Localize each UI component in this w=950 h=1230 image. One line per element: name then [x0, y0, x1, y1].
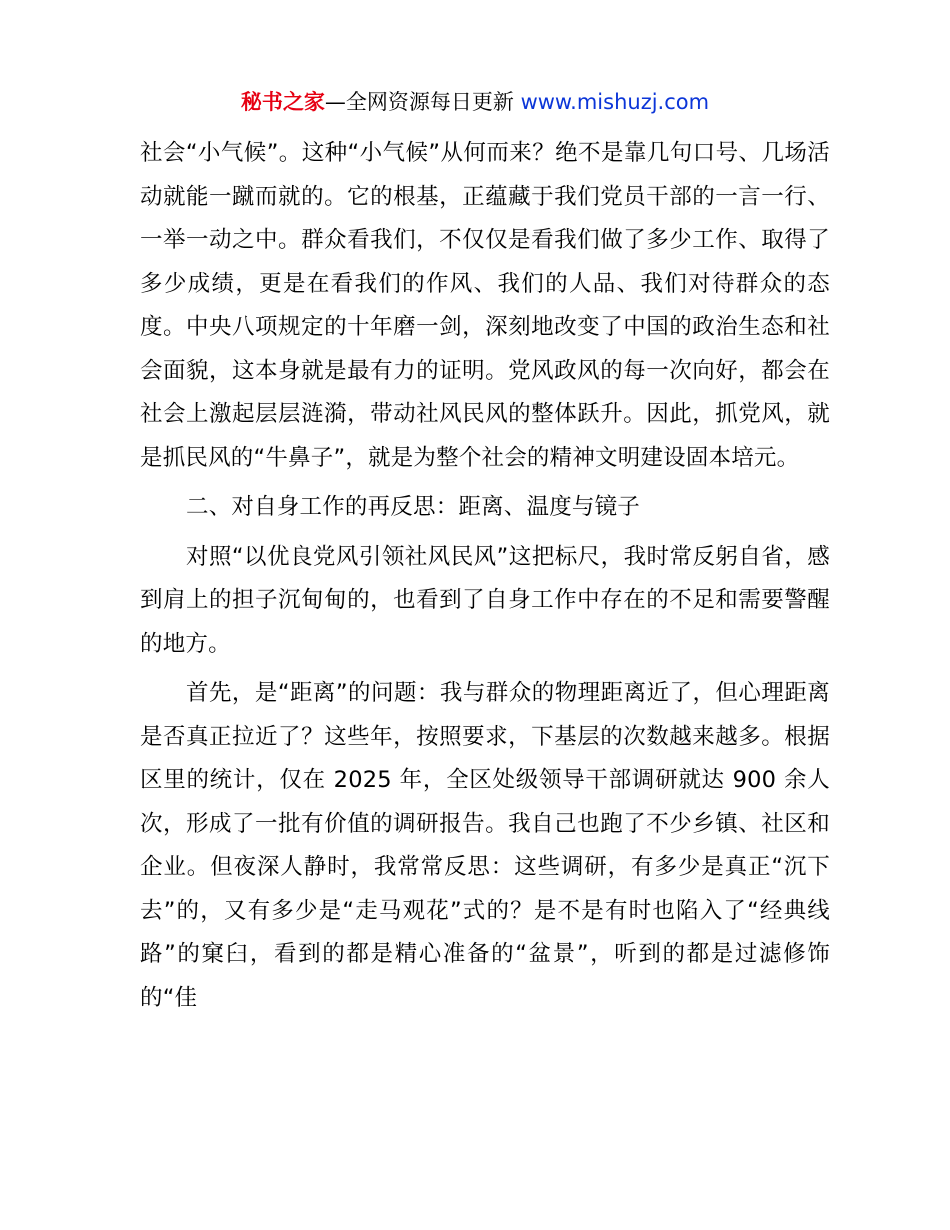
paragraph: 对照“以优良党风引领社风民风”这把标尺，我时常反躬自省，感到肩上的担子沉甸甸的，也看到了自身工作中存在的不足和需要警醒的地方。	[140, 543, 830, 657]
section-heading: 二、对自身工作的再反思：距离、温度与镜子	[186, 494, 641, 520]
document-body	[140, 132, 830, 1020]
page-header	[0, 88, 950, 116]
paragraph: 首先，是“距离”的问题：我与群众的物理距离近了，但心理距离是否真正拉近了？这些年，按照要求，下基层的次数越来越多。根据区里的统计，仅在 2025 年，全区处级领导干部调研就达 900 余人次，形成了一批有价值的调研报告。我自己也跑了不少乡镇、社区和企业。但夜深人静时，我常常反思：这些调研，有多少是真正“沉下去”的，又有多少是“走马观花”式的？是不是有时也陷入了“经典线路”的窠臼，看到的都是精心准备的“盆景”，听到的都是过滤修饰的“佳	[140, 680, 830, 1011]
paragraph-continuation: 社会“小气候”。这种“小气候”从何而来？绝不是靠几句口号、几场活动就能一蹴而就的。它的根基，正蕴藏于我们党员干部的一言一行、一举一动之中。群众看我们，不仅仅是看我们做了多少工作、取得了多少成绩，更是在看我们的作风、我们的人品、我们对待群众的态度。中央八项规定的十年磨一剑，深刻地改变了中国的政治生态和社会面貌，这本身就是最有力的证明。党风政风的每一次向好，都会在社会上激起层层涟漪，带动社风民风的整体跃升。因此，抓党风，就是抓民风的“牛鼻子”，就是为整个社会的精神文明建设固本培元。	[140, 140, 830, 471]
header-site-link[interactable]: www.mishuzj.com	[520, 90, 710, 114]
header-brand: 秘书之家	[240, 90, 325, 114]
header-tagline: —全网资源每日更新	[324, 90, 521, 114]
